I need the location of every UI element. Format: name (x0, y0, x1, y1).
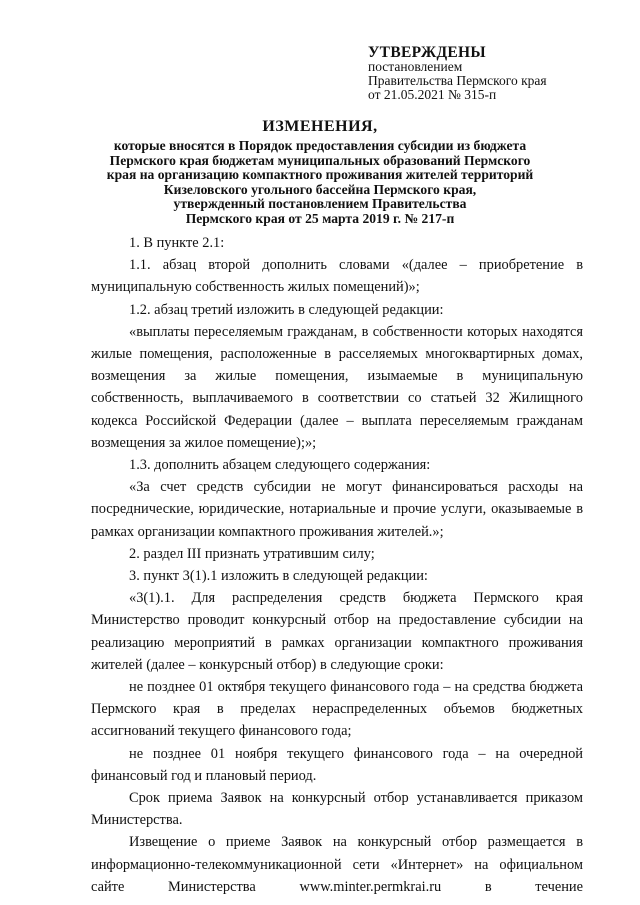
paragraph: «3(1).1. Для распределения средств бюджета Пермского края Министерство проводит конкурсный отбор на предоставление субсидии на реализацию мероприятий в рамках организации компактного проживания жителей (далее – конкурсный отбор) в следующие сроки: (91, 590, 583, 673)
paragraph: не позднее 01 октября текущего финансового года – на средства бюджета Пермского края в пределах нераспределенных объемов бюджетных ассигнований текущего финансового года; (91, 679, 583, 740)
approval-line: постановлением (368, 59, 463, 74)
paragraph: 1.1. абзац второй дополнить словами «(далее – приобретение в муниципальную собственность жилых помещений)»; (91, 257, 583, 296)
subtitle-line: края на организацию компактного проживания жителей территорий (106, 167, 534, 183)
approval-block (368, 46, 608, 102)
paragraph: 1. В пункте 2.1: (129, 235, 225, 251)
subtitle-line: Пермского края бюджетам муниципальных образований Пермского (109, 152, 531, 168)
approval-heading: УТВЕРЖДЕНЫ (368, 44, 486, 61)
document-subtitle (60, 139, 580, 227)
approval-line: Правительства Пермского края (368, 73, 547, 88)
subtitle-line: утвержденный постановлением Правительства (173, 196, 467, 212)
document-body (91, 232, 583, 898)
subtitle-line: Пермского края от 25 марта 2019 г. № 217-п (185, 210, 455, 226)
paragraph: 1.3. дополнить абзацем следующего содержания: (129, 457, 431, 474)
paragraph: 2. раздел III признать утратившим силу; (129, 545, 375, 562)
paragraph: «выплаты переселяемым гражданам, в собственности которых находятся жилые помещения, расположенные в расселяемых многоквартирных домах, возмещения за жилые помещения, изымаемые в муниципальную собственность, выплачиваемого в соответствии со статьей 32 Жилищного кодекса Российской Федерации (далее – выплата переселяемым гражданам возмещения за жилое помещение);»; (91, 323, 583, 451)
paragraph: не позднее 01 ноября текущего финансового года – на очередной финансовый год и плановый период. (91, 745, 583, 784)
document-title: ИЗМЕНЕНИЯ, (262, 118, 378, 135)
approval-line: от 21.05.2021 № 315-п (368, 87, 497, 102)
paragraph: Извещение о приеме Заявок на конкурсный отбор размещается в информационно-телекоммуникационной сети «Интернет» на официальном сайте Министерства www.minter.permkrai.ru в течение (91, 834, 583, 895)
paragraph: 3. пункт 3(1).1 изложить в следующей редакции: (129, 568, 428, 585)
paragraph: 1.2. абзац третий изложить в следующей редакции: (129, 301, 444, 318)
paragraph: «За счет средств субсидии не могут финансироваться расходы на посреднические, юридические, нотариальные и прочие услуги, оказываемые в рамках организации компактного проживания жителей.»; (91, 479, 583, 540)
paragraph: Срок приема Заявок на конкурсный отбор устанавливается приказом Министерства. (91, 790, 583, 829)
subtitle-line: которые вносятся в Порядок предоставления субсидии из бюджета (113, 138, 527, 153)
subtitle-line: Кизеловского угольного бассейна Пермского края, (163, 181, 477, 197)
